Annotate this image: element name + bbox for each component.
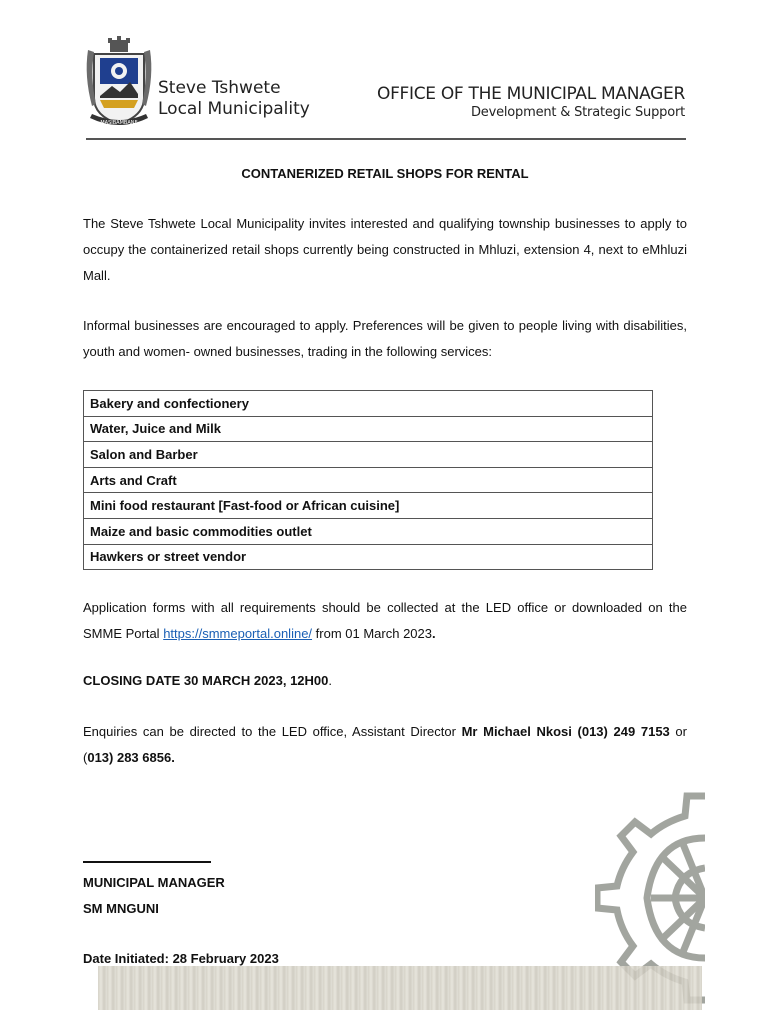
enquiries-phone: 013) 283 6856. [87, 750, 175, 765]
office-title: OFFICE OF THE MUNICIPAL MANAGER [376, 84, 685, 104]
signatory-title: MUNICIPAL MANAGER [83, 875, 225, 890]
footer-decorative-band [98, 966, 702, 1010]
service-cell: Bakery and confectionery [84, 391, 653, 417]
application-text: Application forms with all requirements should be collected at the LED office or downloaded on the SMME Portal [83, 600, 687, 641]
organisation-name [158, 78, 310, 120]
table-row [84, 493, 653, 519]
table-row [84, 467, 653, 493]
service-cell: Arts and Craft [84, 467, 653, 493]
document-title: CONTANERIZED RETAIL SHOPS FOR RENTAL [241, 166, 529, 181]
date-initiated: Date Initiated: 28 February 2023 [83, 951, 279, 966]
signatory-name: SM MNGUNI [83, 901, 159, 916]
org-name-line1: Steve Tshwete [158, 78, 281, 98]
enquiries-contact: Mr Michael Nkosi (013) 249 7153 [461, 724, 670, 739]
service-cell: Salon and Barber [84, 442, 653, 468]
header-divider [86, 138, 686, 140]
closing-period: . [328, 673, 333, 688]
application-paragraph [83, 595, 687, 647]
application-date: from 01 March 2023 [312, 626, 432, 641]
office-subtitle: Development & Strategic Support [470, 105, 685, 120]
crest-motto: MASIBAMBANE [100, 120, 138, 126]
enquiries-or: or ( [83, 724, 687, 765]
preferences-paragraph: Informal businesses are encouraged to apply. Preferences will be given to people living with disabilities, youth and women- owned businesses, trading in the following services: [83, 318, 687, 359]
service-cell: Hawkers or street vendor [84, 544, 653, 570]
signature-line [83, 861, 211, 863]
closing-date-text: CLOSING DATE 30 MARCH 2023, 12H00 [83, 673, 329, 688]
table-row [84, 544, 653, 570]
enquiries-paragraph [83, 719, 687, 771]
services-table [83, 390, 653, 570]
closing-date [83, 673, 332, 688]
smme-portal-link[interactable]: https://smmeportal.online/ [163, 626, 313, 641]
enquiries-text: Enquiries can be directed to the LED office, Assistant Director [83, 724, 462, 739]
table-row [84, 416, 653, 442]
table-row [84, 391, 653, 417]
table-row [84, 442, 653, 468]
org-name-line2: Local Municipality [158, 99, 310, 119]
municipal-crest-logo [84, 36, 154, 132]
service-cell: Water, Juice and Milk [84, 416, 653, 442]
service-cell: Mini food restaurant [Fast-food or African cuisine] [84, 493, 653, 519]
intro-paragraph: The Steve Tshwete Local Municipality invites interested and qualifying township businesses to apply to occupy the containerized retail shops currently being constructed in Mhluzi, extension 4, next to eMhluzi Mall. [83, 216, 687, 283]
application-period: . [432, 626, 436, 641]
service-cell: Maize and basic commodities outlet [84, 518, 653, 544]
table-row [84, 518, 653, 544]
